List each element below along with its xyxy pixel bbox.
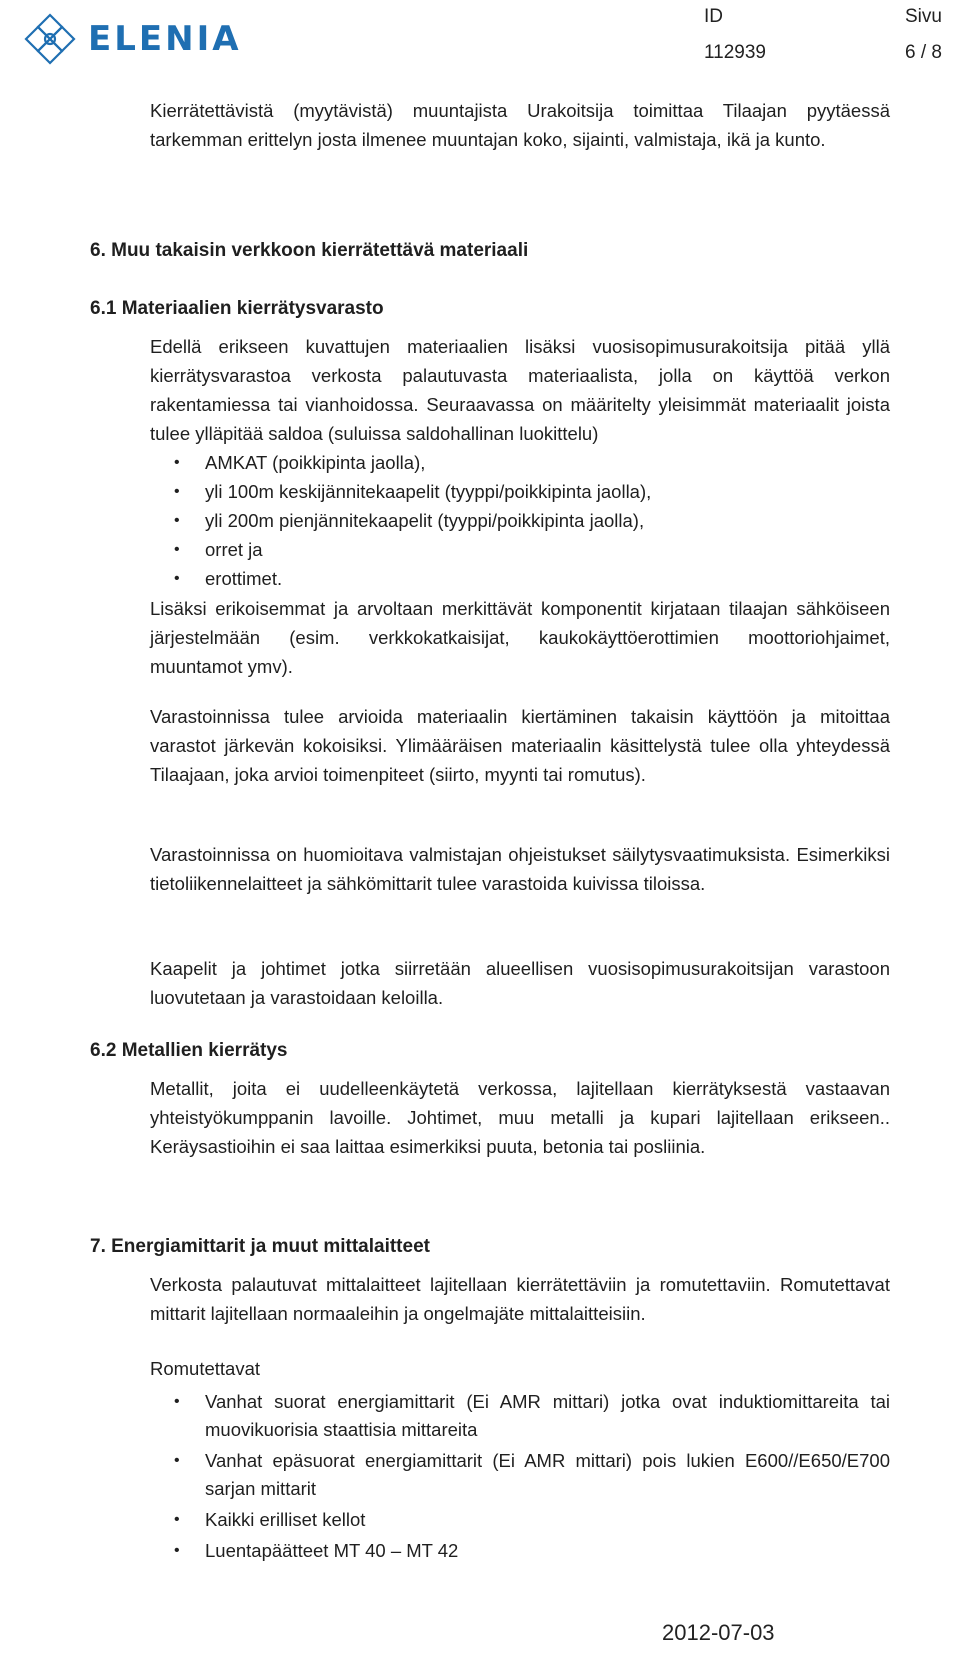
list-item: • AMKAT (poikkipinta jaolla), — [150, 448, 890, 477]
romutettavat-label: Romutettavat — [150, 1358, 261, 1379]
section-6-1-paragraph-3: Varastoinnissa tulee arvioida materiaalin kiertäminen takaisin käyttöön ja mitoittaa varastot järkevän kokoisiksi. Ylimääräisen materiaalin käsittelystä tulee olla yhteydessä Tilaajaan, joka arvioi toimenpiteet (siirto, myynti tai romutus). — [150, 706, 890, 785]
brand-name: ELENIA — [88, 19, 242, 59]
scrap-meter-list — [150, 1388, 890, 1565]
logo — [22, 8, 242, 70]
section-6-1-heading: 6.1 Materiaalien kierrätysvarasto — [90, 298, 384, 319]
section-6-1-paragraph-2: Lisäksi erikoisemmat ja arvoltaan merkittävät komponentit kirjataan tilaajan sähköiseen järjestelmään (esim. verkkokatkaisijat, kaukokäyttöerottimien moottoriohjaimet, muuntamot ymv). — [150, 598, 890, 677]
elenia-logo-icon — [22, 11, 78, 67]
section-7-heading: 7. Energiamittarit ja muut mittalaitteet — [90, 1236, 430, 1257]
list-item: • yli 100m keskijännitekaapelit (tyyppi/poikkipinta jaolla), — [150, 477, 890, 506]
section-6-1-paragraph-4: Varastoinnissa on huomioitava valmistajan ohjeistukset säilytysvaatimuksista. Esimerkiksi tietoliikennelaitteet ja sähkömittarit tulee varastoida kuivissa tiloissa. — [150, 844, 890, 894]
list-item: • Luentapäätteet MT 40 – MT 42 — [150, 1537, 890, 1565]
intro-paragraph: Kierrätettävistä (myytävistä) muuntajista Urakoitsija toimittaa Tilaajan pyytäessä tarkemman erittelyn josta ilmenee muuntajan koko, sijainti, valmistaja, ikä ja kunto. — [150, 100, 890, 150]
list-item: • Vanhat suorat energiamittarit (Ei AMR mittari) jotka ovat induktiomittareita tai muovikuorisia staattisia mittareita — [150, 1388, 890, 1444]
list-item: • Vanhat epäsuorat energiamittarit (Ei AMR mittari) pois lukien E600//E650/E700 sarjan mittarit — [150, 1447, 890, 1503]
section-6-2-heading: 6.2 Metallien kierrätys — [90, 1040, 288, 1061]
id-value: 112939 — [704, 42, 766, 63]
section-7-paragraph: Verkosta palautuvat mittalaitteet lajitellaan kierrätettäviin ja romutettaviin. Romutettavat mittarit lajitellaan normaaleihin ja ongelmajäte mittalaitteisiin. — [150, 1274, 890, 1324]
material-list — [150, 448, 890, 593]
page-number: 6 / 8 — [905, 42, 942, 63]
page-label: Sivu — [905, 6, 942, 27]
section-6-heading: 6. Muu takaisin verkkoon kierrätettävä materiaali — [90, 240, 529, 261]
list-item: • Kaikki erilliset kellot — [150, 1506, 890, 1534]
list-item: • erottimet. — [150, 564, 890, 593]
section-6-2-paragraph: Metallit, joita ei uudelleenkäytetä verkossa, lajitellaan kierrätyksestä vastaavan yhteistyökumppanin lavoille. Johtimet, muu metalli ja kupari lajitellaan erikseen.. Keräysastioihin ei saa laittaa esimerkiksi puuta, betonia tai posliinia. — [150, 1078, 890, 1157]
id-label: ID — [704, 6, 723, 27]
list-item: • yli 200m pienjännitekaapelit (tyyppi/poikkipinta jaolla), — [150, 506, 890, 535]
list-item: • orret ja — [150, 535, 890, 564]
document-date: 2012-07-03 — [662, 1620, 775, 1645]
section-6-1-paragraph-1: Edellä erikseen kuvattujen materiaalien lisäksi vuosisopimusurakoitsija pitää yllä kierrätysvarastoa verkosta palautuvasta materiaalista, jolla on käyttöä verkon rakentamiessa tai vianhoidossa. Seuraavassa on määritelty yleisimmät materiaalit joista tulee ylläpitää saldoa (suluissa saldohallinan luokittelu) — [150, 336, 890, 444]
section-6-1-paragraph-5: Kaapelit ja johtimet jotka siirretään alueellisen vuosisopimusurakoitsijan varastoon luovutetaan ja varastoidaan keloilla. — [150, 958, 890, 1008]
